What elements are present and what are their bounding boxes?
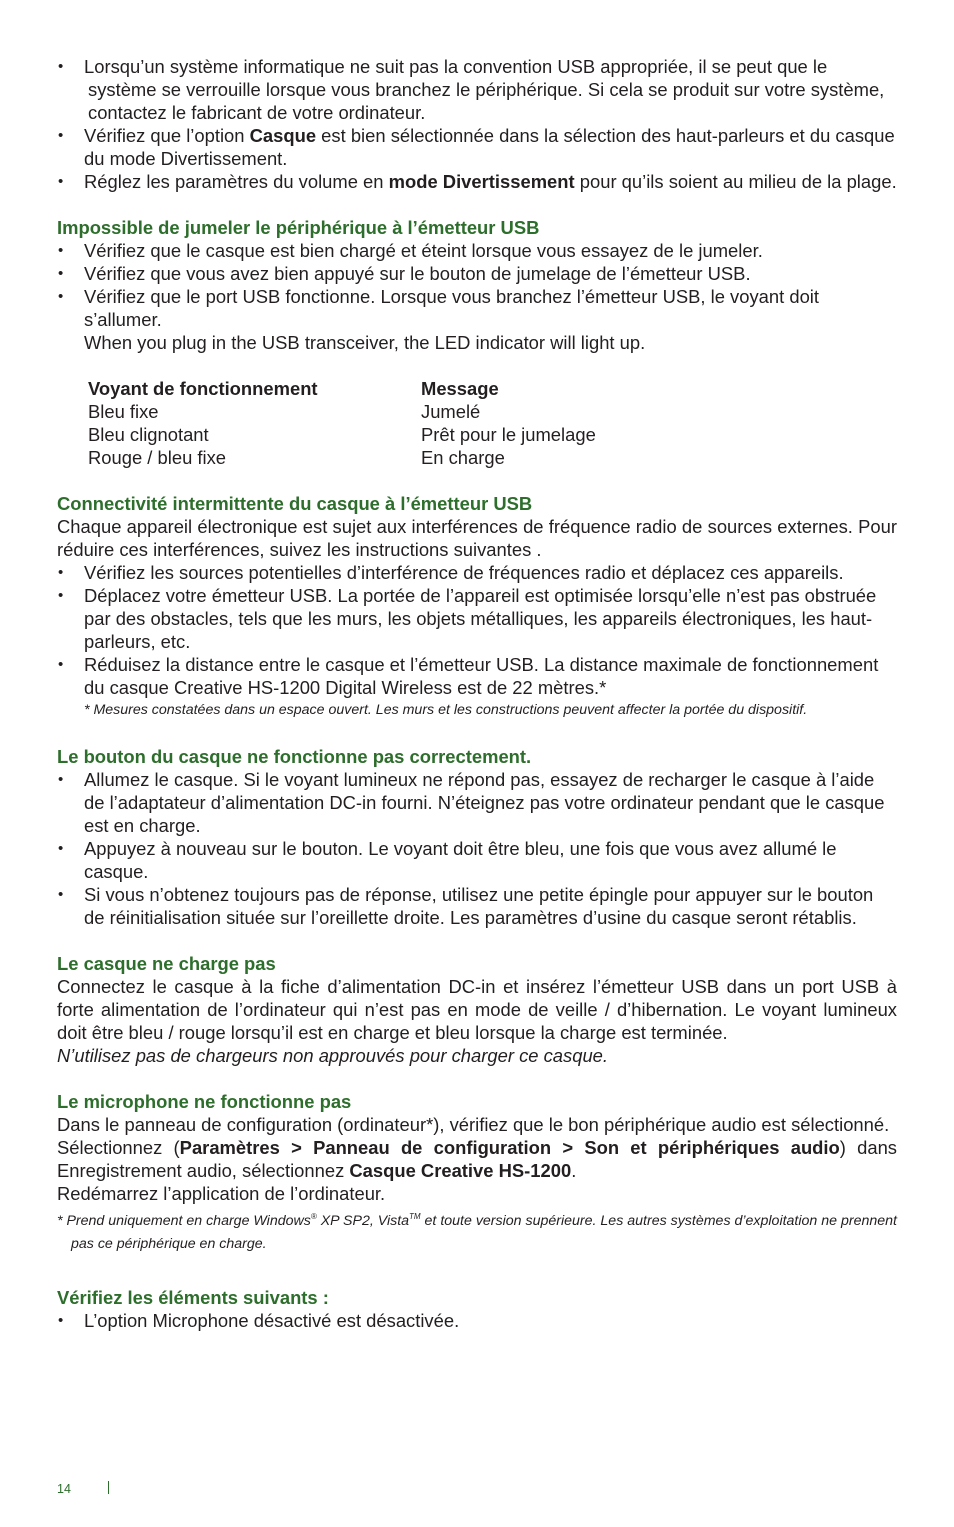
table-row — [88, 446, 596, 469]
list-item: • Vérifiez que le port USB fonctionne. Lorsque vous branchez l’émetteur USB, le voyant doit s’allumer. — [57, 285, 897, 331]
table-cell: En charge — [421, 447, 505, 468]
page-number: 14 — [57, 1482, 71, 1496]
table-cell: Prêt pour le jumelage — [421, 424, 596, 445]
text-run: et toute version supérieure. Les autres systèmes d’exploitation ne prennent pas ce périphérique en charge. — [71, 1213, 897, 1252]
microphone-line-3: Redémarrez l’application de l’ordinateur. — [57, 1183, 386, 1204]
column-header: Voyant de fonctionnement — [88, 378, 318, 399]
bullet-bold-text: Casque — [249, 125, 317, 146]
bullet-text: est bien sélectionnée dans la sélection des haut-parleurs et du casque du mode Divertissement. — [84, 125, 895, 169]
list-item: • Vérifiez les sources potentielles d’interférence de fréquences radio et déplacez ces appareils. — [57, 561, 897, 584]
list-item — [57, 124, 897, 170]
connectivity-intro: Chaque appareil électronique est sujet aux interférences de fréquence radio de sources externes. Pour réduire ces interférences, suivez les instructions suivantes . — [57, 516, 897, 560]
range-footnote: * Mesures constatées dans un espace ouvert. Les murs et les constructions peuvent affecter la portée du dispositif. — [84, 702, 808, 718]
list-item: • Appuyez à nouveau sur le bouton. Le voyant doit être bleu, une fois que vous avez allumé le casque. — [57, 837, 897, 883]
bullet-text: Réglez les paramètres du volume en — [84, 171, 389, 192]
microphone-line-1: Dans le panneau de configuration (ordinateur*), vérifiez que le bon périphérique audio est sélectionné. — [57, 1114, 890, 1135]
table-cell: Jumelé — [421, 401, 481, 422]
section-heading-connectivity: Connectivité intermittente du casque à l’émetteur USB — [57, 493, 533, 514]
text-run: Sélectionnez ( — [57, 1137, 180, 1158]
list-item: • Allumez le casque. Si le voyant lumineux ne répond pas, essayez de recharger le casque à l’aide de l’adaptateur d’alimentation DC-in fourni. N’éteignez pas votre ordinateur pendant que le casque est en charge. — [57, 768, 897, 837]
list-item: • Déplacez votre émetteur USB. La portée de l’appareil est optimisée lorsqu’elle n’est pas obstruée par des obstacles, tels que les murs, les objets métalliques, les appareils électroniques, les haut-parleurs, etc. — [57, 584, 897, 653]
list-item: • Réduisez la distance entre le casque et l’émetteur USB. La distance maximale de fonctionnement du casque Creative HS-1200 Digital Wireless est de 22 mètres.* — [57, 653, 897, 699]
table-cell: Bleu clignotant — [88, 424, 209, 445]
section-heading-microphone: Le microphone ne fonctionne pas — [57, 1091, 352, 1112]
bullet-text: pour qu’ils soient au milieu de la plage. — [574, 171, 897, 192]
footer-separator — [108, 1481, 109, 1494]
bullet-text: Vérifiez que l’option — [84, 125, 250, 146]
charging-body: Connectez le casque à la fiche d’alimentation DC-in et insérez l’émetteur USB dans un port USB à forte alimentation de l’ordinateur qui n’est pas en mode de veille / d’hibernation. Le voyant lumineux doit être bleu / rouge lorsqu’il est en charge et bleu lorsque la charge est terminée. — [57, 976, 897, 1043]
text-run: . — [571, 1160, 577, 1181]
table-cell: Bleu fixe — [88, 401, 159, 422]
microphone-line-2 — [57, 1136, 897, 1182]
manual-page — [57, 55, 897, 1332]
table-header-row — [88, 377, 596, 400]
text-run: ) dans Enregistrement audio, sélectionnez — [57, 1137, 897, 1181]
section-heading-button: Le bouton du casque ne fonctionne pas correctement. — [57, 746, 532, 767]
column-header: Message — [421, 378, 499, 399]
bullet-bold-text: mode Divertissement — [388, 171, 575, 192]
settings-path: Paramètres > Panneau de configuration > Son et périphériques audio — [179, 1137, 840, 1158]
led-status-table — [88, 377, 596, 469]
page-footer — [57, 1478, 71, 1501]
section-heading-verify: Vérifiez les éléments suivants : — [57, 1287, 329, 1308]
text-run: XP SP2, Vista — [316, 1213, 410, 1229]
table-row — [88, 423, 596, 446]
charging-warning: N’utilisez pas de chargeurs non approuvés pour charger ce casque. — [57, 1045, 609, 1066]
pairing-bullet-list — [57, 239, 897, 331]
section-heading-pairing: Impossible de jumeler le périphérique à l’émetteur USB — [57, 217, 540, 238]
bullet-text: Lorsqu’un système informatique ne suit pas la convention USB appropriée, il se peut que le système se verrouille lorsque vous branchez le périphérique. Si cela se produit sur votre système, contactez le fabricant de votre ordinateur. — [84, 56, 885, 123]
list-item: • Si vous n’obtenez toujours pas de réponse, utilisez une petite épingle pour appuyer sur le bouton de réinitialisation située sur l’oreillette droite. Les paramètres d’usine du casque seront rétablis. — [57, 883, 897, 929]
list-item — [57, 170, 897, 193]
verify-bullet-list — [57, 1309, 897, 1332]
device-name: Casque Creative HS-1200 — [349, 1160, 572, 1181]
table-row — [88, 400, 596, 423]
list-item — [57, 55, 897, 124]
intro-bullet-list — [57, 55, 897, 193]
english-note: When you plug in the USB transceiver, the LED indicator will light up. — [84, 332, 646, 353]
text-run: * Prend uniquement en charge Windows — [57, 1213, 311, 1229]
table-cell: Rouge / bleu fixe — [88, 447, 227, 468]
section-heading-charging: Le casque ne charge pas — [57, 953, 276, 974]
trademark-mark: TM — [409, 1212, 421, 1221]
registered-mark: ® — [310, 1212, 317, 1221]
connectivity-bullet-list — [57, 561, 897, 699]
button-bullet-list — [57, 768, 897, 929]
list-item: • Vérifiez que le casque est bien chargé et éteint lorsque vous essayez de le jumeler. — [57, 239, 897, 262]
os-footnote — [57, 1205, 897, 1256]
list-item: • L’option Microphone désactivé est désactivée. — [57, 1309, 897, 1332]
list-item: • Vérifiez que vous avez bien appuyé sur le bouton de jumelage de l’émetteur USB. — [57, 262, 897, 285]
